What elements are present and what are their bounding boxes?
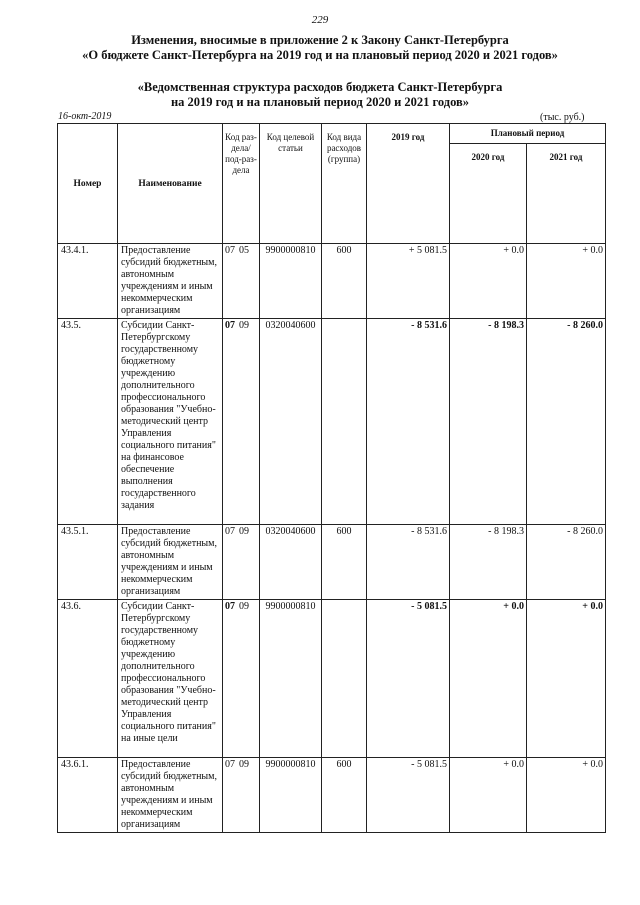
row-expense-type	[322, 600, 367, 758]
column-header-expense-type: Код вида расходов (группа)	[322, 124, 367, 244]
row-value-2021: + 0.0	[527, 758, 606, 833]
row-name: Субсидии Санкт-Петербургскому государственному бюджетному учреждению дополнительного профессионального образования "Учебно-методический центр Управления социального питания" на финансовое обеспечение выполнения государственного задания	[118, 319, 223, 525]
row-number: 43.6.	[58, 600, 118, 758]
row-expense-type: 600	[322, 525, 367, 600]
row-value-2021: - 8 260.0	[527, 319, 606, 525]
row-target-code: 9900000810	[260, 600, 322, 758]
row-section-code	[223, 758, 260, 833]
row-number: 43.5.	[58, 319, 118, 525]
row-name: Предоставление субсидий бюджетным, автономным учреждениям и иным некоммерческим организациям	[118, 758, 223, 833]
row-section-code-part: 07	[225, 759, 235, 770]
units-label: (тыс. руб.)	[540, 112, 585, 123]
row-target-code: 0320040600	[260, 525, 322, 600]
row-subsection-code-part: 09	[239, 526, 249, 537]
row-name: Субсидии Санкт-Петербургскому государственному бюджетному учреждению дополнительного профессионального образования "Учебно-методический центр Управления социального питания" на иные цели	[118, 600, 223, 758]
row-value-2019: + 5 081.5	[367, 244, 450, 319]
row-subsection-code-part: 09	[239, 320, 249, 331]
column-header-name: Наименование	[118, 124, 223, 244]
row-section-code	[223, 319, 260, 525]
row-section-code	[223, 525, 260, 600]
document-date: 16-окт-2019	[58, 111, 112, 122]
row-number: 43.4.1.	[58, 244, 118, 319]
row-section-code-part: 07	[225, 526, 235, 537]
column-header-number: Номер	[58, 124, 118, 244]
row-section-code-part: 07	[225, 245, 235, 256]
row-expense-type: 600	[322, 758, 367, 833]
row-value-2020: + 0.0	[450, 758, 527, 833]
row-number: 43.6.1.	[58, 758, 118, 833]
column-header-2019: 2019 год	[367, 124, 450, 244]
column-header-2021: 2021 год	[527, 144, 606, 244]
column-header-2020: 2020 год	[450, 144, 527, 244]
row-expense-type: 600	[322, 244, 367, 319]
table-row	[58, 319, 606, 525]
row-subsection-code-part: 05	[239, 245, 249, 256]
row-value-2020: - 8 198.3	[450, 525, 527, 600]
row-value-2020: + 0.0	[450, 244, 527, 319]
document-title-line-2: «О бюджете Санкт-Петербурга на 2019 год и на плановый период 2020 и 2021 годов»	[82, 48, 558, 62]
row-value-2019: - 5 081.5	[367, 758, 450, 833]
row-subsection-code-part: 09	[239, 759, 249, 770]
row-value-2021: - 8 260.0	[527, 525, 606, 600]
row-section-code-part: 07	[225, 601, 235, 612]
row-value-2020: - 8 198.3	[450, 319, 527, 525]
row-target-code: 0320040600	[260, 319, 322, 525]
page-number: 229	[311, 14, 329, 26]
row-section-code	[223, 244, 260, 319]
row-section-code	[223, 600, 260, 758]
column-header-section: Код раз-дела/ под-раз-дела	[223, 124, 260, 244]
row-value-2021: + 0.0	[527, 244, 606, 319]
row-number: 43.5.1.	[58, 525, 118, 600]
document-title-line-1: Изменения, вносимые в приложение 2 к Закону Санкт-Петербурга	[131, 33, 509, 47]
table-row	[58, 525, 606, 600]
row-value-2020: + 0.0	[450, 600, 527, 758]
row-value-2019: - 8 531.6	[367, 525, 450, 600]
row-value-2021: + 0.0	[527, 600, 606, 758]
appendix-title-line-2: на 2019 год и на плановый период 2020 и 2021 годов»	[170, 95, 470, 109]
table-row	[58, 758, 606, 833]
row-name: Предоставление субсидий бюджетным, автономным учреждениям и иным некоммерческим организациям	[118, 244, 223, 319]
row-value-2019: - 5 081.5	[367, 600, 450, 758]
row-subsection-code-part: 09	[239, 601, 249, 612]
row-target-code: 9900000810	[260, 758, 322, 833]
row-expense-type	[322, 319, 367, 525]
row-section-code-part: 07	[225, 320, 235, 331]
budget-table	[57, 123, 606, 833]
row-name: Предоставление субсидий бюджетным, автономным учреждениям и иным некоммерческим организациям	[118, 525, 223, 600]
table-row	[58, 244, 606, 319]
row-target-code: 9900000810	[260, 244, 322, 319]
table-row	[58, 600, 606, 758]
column-header-target: Код целевой статьи	[260, 124, 322, 244]
row-value-2019: - 8 531.6	[367, 319, 450, 525]
appendix-title-line-1: «Ведомственная структура расходов бюджета Санкт-Петербурга	[137, 80, 503, 94]
column-header-planned-period: Плановый период	[450, 124, 606, 144]
